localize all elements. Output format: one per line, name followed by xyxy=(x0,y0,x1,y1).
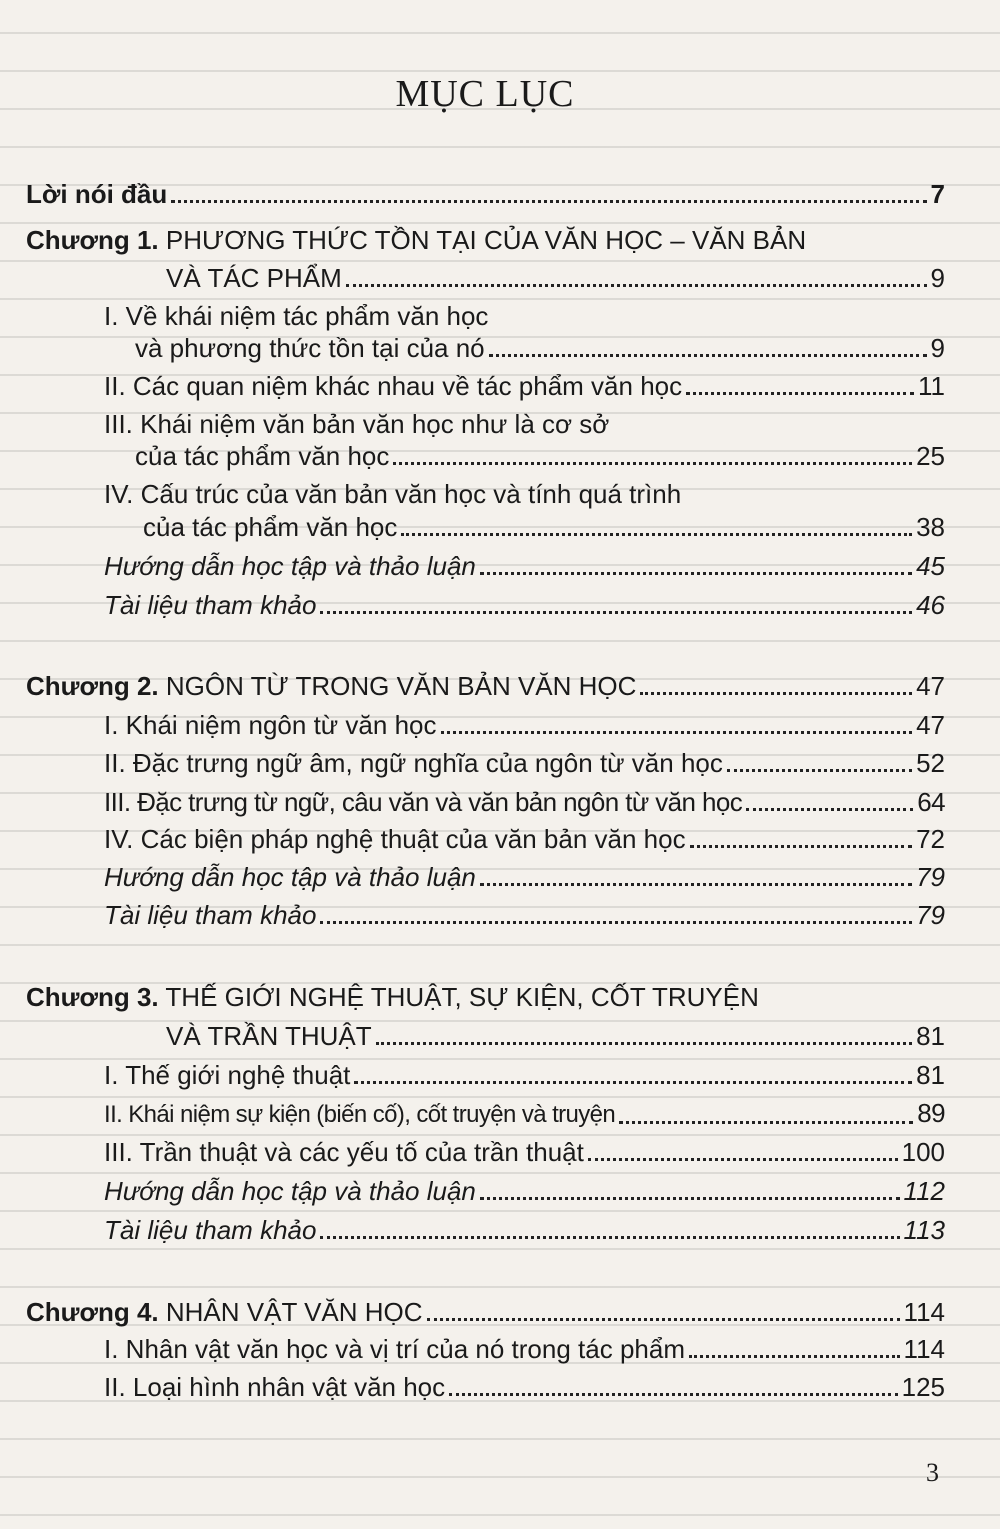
leader-dots xyxy=(320,611,912,614)
leader-dots xyxy=(619,1121,913,1124)
leader-dots xyxy=(449,1393,897,1396)
entry-text: của tác phẩm văn học xyxy=(135,441,390,471)
leader-dots xyxy=(746,808,913,811)
chapter-label: Chương 1. xyxy=(26,225,159,255)
toc-entry-ch4-s2[interactable] xyxy=(104,1371,945,1403)
chapter-title-line2: VÀ TÁC PHẨM xyxy=(166,263,342,293)
chapter-4-heading[interactable] xyxy=(26,1296,945,1328)
entry-page: 79 xyxy=(916,900,945,930)
toc-entry-ch2-s2[interactable] xyxy=(104,747,945,779)
entry-text: Tài liệu tham khảo xyxy=(104,1215,317,1245)
entry-page: 9 xyxy=(930,263,945,293)
entry-page: 47 xyxy=(916,671,945,701)
entry-page: 25 xyxy=(916,441,945,471)
toc-entry-ch2-guide[interactable] xyxy=(104,861,945,893)
entry-text: Hướng dẫn học tập và thảo luận xyxy=(104,1176,476,1206)
toc-entry-ch3-refs[interactable] xyxy=(104,1214,945,1246)
entry-text: Tài liệu tham khảo xyxy=(104,590,317,620)
leader-dots xyxy=(727,769,912,772)
entry-text: II. Các quan niệm khác nhau về tác phẩm văn học xyxy=(104,371,683,401)
leader-dots xyxy=(686,392,914,395)
leader-dots xyxy=(480,883,912,886)
entry-text: II. Đặc trưng ngữ âm, ngữ nghĩa của ngôn từ văn học xyxy=(104,748,723,778)
toc-entry-ch2-refs[interactable] xyxy=(104,899,945,931)
entry-page: 38 xyxy=(916,512,945,542)
chapter-title xyxy=(26,670,636,702)
chapter-1-heading[interactable] xyxy=(26,224,806,256)
chapter-1-heading-cont[interactable] xyxy=(166,262,945,294)
entry-text: II. Loại hình nhân vật văn học xyxy=(104,1372,446,1402)
toc-entry-ch2-s3[interactable] xyxy=(104,786,945,818)
entry-page: 79 xyxy=(916,862,945,892)
toc-entry-ch1-s1[interactable] xyxy=(135,332,945,364)
leader-dots xyxy=(376,1042,912,1045)
leader-dots xyxy=(346,284,927,287)
leader-dots xyxy=(441,731,913,734)
entry-text: của tác phẩm văn học xyxy=(143,512,398,542)
entry-page: 125 xyxy=(901,1372,945,1402)
entry-page: 7 xyxy=(930,179,945,209)
entry-page: 46 xyxy=(916,590,945,620)
leader-dots xyxy=(427,1318,900,1321)
toc-entry-ch1-refs[interactable] xyxy=(104,589,945,621)
entry-text: Lời nói đầu xyxy=(26,179,168,209)
toc-entry-ch2-s1[interactable] xyxy=(104,709,945,741)
toc-entry-ch3-s1[interactable] xyxy=(104,1059,945,1091)
leader-dots xyxy=(480,572,912,575)
chapter-label: Chương 3. xyxy=(26,982,159,1012)
chapter-2-heading[interactable] xyxy=(26,670,945,702)
entry-page: 114 xyxy=(903,1297,945,1327)
chapter-title-line2: VÀ TRẦN THUẬT xyxy=(166,1021,372,1051)
chapter-title xyxy=(26,1296,423,1328)
chapter-title-line1: THẾ GIỚI NGHỆ THUẬT, SỰ KIỆN, CỐT TRUYỆN xyxy=(165,982,759,1012)
entry-page: 81 xyxy=(916,1021,945,1051)
entry-page: 11 xyxy=(918,371,945,401)
leader-dots xyxy=(393,462,912,465)
toc-entry-ch1-s3[interactable] xyxy=(135,440,945,472)
chapter-title-text: NHÂN VẬT VĂN HỌC xyxy=(165,1297,423,1327)
entry-text: IV. Các biện pháp nghệ thuật của văn bản văn học xyxy=(104,824,686,854)
toc-entry-ch1-s1-line1[interactable]: I. Về khái niệm tác phẩm văn học xyxy=(104,301,489,331)
toc-entry-ch3-s2[interactable] xyxy=(104,1097,945,1131)
leader-dots xyxy=(320,921,912,924)
entry-page: 100 xyxy=(901,1137,945,1167)
chapter-label: Chương 4. xyxy=(26,1297,159,1327)
toc-entry-ch1-s3-line1[interactable]: III. Khái niệm văn bản văn học như là cơ sở xyxy=(104,409,610,439)
entry-page: 114 xyxy=(903,1334,945,1364)
chapter-title-text: NGÔN TỪ TRONG VĂN BẢN VĂN HỌC xyxy=(165,671,637,701)
entry-page: 64 xyxy=(917,787,945,817)
toc-entry-ch3-s3[interactable] xyxy=(104,1136,945,1168)
entry-text: I. Thế giới nghệ thuật xyxy=(104,1060,351,1090)
entry-text: II. Khái niệm sự kiện (biến cố), cốt truyện và truyện xyxy=(104,1101,616,1128)
leader-dots xyxy=(320,1236,899,1239)
chapter-3-heading[interactable] xyxy=(26,981,759,1013)
leader-dots xyxy=(489,354,927,357)
chapter-label: Chương 2. xyxy=(26,671,159,701)
entry-page: 72 xyxy=(916,824,945,854)
entry-page: 89 xyxy=(917,1098,945,1128)
entry-text: I. Nhân vật văn học và vị trí của nó trong tác phẩm xyxy=(104,1334,685,1364)
toc-entry-ch1-guide[interactable] xyxy=(104,550,945,582)
toc-entry-ch2-s4[interactable] xyxy=(104,823,945,855)
entry-page: 52 xyxy=(916,748,945,778)
entry-text: Hướng dẫn học tập và thảo luận xyxy=(104,862,476,892)
toc-entry-ch1-s4-line1[interactable]: IV. Cấu trúc của văn bản văn học và tính quá trình xyxy=(104,479,682,509)
leader-dots xyxy=(689,1355,900,1358)
leader-dots xyxy=(588,1158,898,1161)
page-number: 3 xyxy=(926,1458,939,1487)
toc-entry-ch3-guide[interactable] xyxy=(104,1175,945,1207)
toc-entry-ch4-s1[interactable] xyxy=(104,1333,945,1365)
leader-dots xyxy=(171,200,926,203)
toc-entry-ch1-s2[interactable] xyxy=(104,370,945,402)
entry-text: I. Khái niệm ngôn từ văn học xyxy=(104,710,437,740)
toc-entry-preface[interactable] xyxy=(26,178,945,210)
entry-text: III. Trần thuật và các yếu tố của trần thuật xyxy=(104,1137,584,1167)
leader-dots xyxy=(401,533,912,536)
entry-text: Hướng dẫn học tập và thảo luận xyxy=(104,551,476,581)
leader-dots xyxy=(354,1081,912,1084)
chapter-title-line1: PHƯƠNG THỨC TỒN TẠI CỦA VĂN HỌC – VĂN BẢN xyxy=(165,225,807,255)
entry-page: 9 xyxy=(930,333,945,363)
leader-dots xyxy=(690,845,912,848)
chapter-3-heading-cont[interactable] xyxy=(166,1020,945,1052)
entry-text: III. Đặc trưng từ ngữ, câu văn và văn bản ngôn từ văn học xyxy=(104,787,743,817)
entry-page: 113 xyxy=(903,1215,945,1245)
entry-page: 81 xyxy=(916,1060,945,1090)
leader-dots xyxy=(480,1197,900,1200)
toc-entry-ch1-s4[interactable] xyxy=(143,511,945,543)
entry-text: Tài liệu tham khảo xyxy=(104,900,317,930)
entry-page: 112 xyxy=(903,1176,945,1206)
entry-page: 45 xyxy=(916,551,945,581)
leader-dots xyxy=(640,692,912,695)
entry-page: 47 xyxy=(916,710,945,740)
entry-text: và phương thức tồn tại của nó xyxy=(135,333,485,363)
page-title: MỤC LỤC xyxy=(395,73,575,115)
